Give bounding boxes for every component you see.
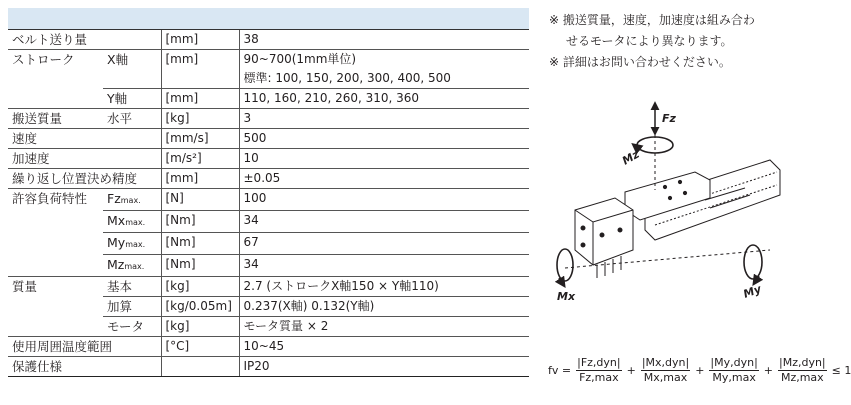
mx-label: Mx: [557, 290, 576, 303]
row-label: 保護仕様: [8, 357, 161, 377]
row-unit: [kg]: [161, 317, 239, 337]
row-value: 2.7 (ストロークX軸150 × Y軸110): [239, 277, 529, 297]
table-row: [8, 317, 529, 337]
table-row: [8, 169, 529, 189]
table-row: [8, 89, 529, 109]
row-label: 加速度: [8, 149, 103, 169]
table-row: [8, 357, 529, 377]
row-unit: [kg]: [161, 277, 239, 297]
table-row: [8, 129, 529, 149]
row-unit: [kg/0.05m]: [161, 297, 239, 317]
table-row: [8, 109, 529, 129]
table-header: [8, 8, 529, 30]
row-label: [8, 233, 103, 255]
mz-rotation-icon: [635, 137, 673, 153]
row-value: 500: [239, 129, 529, 149]
row-label: 搬送質量: [8, 109, 103, 129]
spec-table: [8, 8, 529, 377]
row-label: [8, 297, 103, 317]
row-label: ベルト送り量: [8, 30, 103, 50]
row-unit: [kg]: [161, 109, 239, 129]
row-label: 速度: [8, 129, 103, 149]
table-row: [8, 211, 529, 233]
table-row: [8, 297, 529, 317]
row-sublabel: [103, 129, 161, 149]
row-unit: [mm/s]: [161, 129, 239, 149]
table-row: [8, 30, 529, 50]
row-label: [8, 317, 103, 337]
notes: [549, 10, 755, 73]
formula-plus: +: [626, 364, 636, 377]
row-unit: [Nm]: [161, 211, 239, 233]
my-label: My: [741, 282, 764, 301]
fz-label: Fz: [662, 112, 676, 125]
load-formula: [548, 356, 851, 385]
row-unit: [mm]: [161, 89, 239, 109]
note-line: ※ 詳細はお問い合わせください。: [549, 55, 731, 69]
row-sublabel: 加算: [103, 297, 161, 317]
formula-term: $\frac{\text{|Mx,dyn|}}{Mx,\max}$: [641, 356, 690, 384]
load-axes-diagram: [545, 100, 785, 315]
formula-rhs: ≤ 1: [831, 364, 851, 377]
row-value: 110, 160, 210, 260, 310, 360: [239, 89, 529, 109]
mx-rotation-icon: [557, 249, 573, 284]
row-unit: [°C]: [161, 337, 239, 357]
table-row: [8, 337, 529, 357]
row-sublabel: モータ: [103, 317, 161, 337]
note-line: せるモータにより異なります。: [566, 34, 733, 48]
row-unit: [Nm]: [161, 255, 239, 277]
row-sublabel: [103, 30, 161, 50]
row-unit: [mm]: [161, 169, 239, 189]
table-row: [8, 277, 529, 297]
row-value-line: 標準: 100, 150, 200, 300, 400, 500: [243, 71, 451, 85]
row-unit: [N]: [161, 189, 239, 211]
row-value: 38: [239, 30, 529, 50]
row-value: 3: [239, 109, 529, 129]
row-label: 使用周囲温度範囲: [8, 337, 161, 357]
note-line: ※ 搬送質量，速度，加速度は組み合わ: [549, 13, 755, 27]
row-label: [8, 89, 103, 109]
row-value: 10: [239, 149, 529, 169]
row-unit: [mm]: [161, 30, 239, 50]
row-sublabel: [103, 149, 161, 169]
row-value: 10~45: [239, 337, 529, 357]
table-row: [8, 255, 529, 277]
row-unit: [161, 357, 239, 377]
row-value: モータ質量 × 2: [239, 317, 529, 337]
row-value: [239, 50, 529, 89]
row-value: 67: [239, 233, 529, 255]
row-value-line: 90~700(1mm単位): [243, 52, 357, 66]
row-sublabel: X軸: [103, 50, 161, 89]
table-row: [8, 233, 529, 255]
formula-term: $\frac{\text{|Mz,dyn|}}{Mz,\max}$: [779, 356, 826, 384]
row-unit: [m/s²]: [161, 149, 239, 169]
table-row: [8, 189, 529, 211]
formula-lhs: fv =: [548, 364, 572, 377]
row-sublabel: Y軸: [103, 89, 161, 109]
row-label: 繰り返し位置決め精度: [8, 169, 161, 189]
row-label: 質量: [12, 279, 38, 294]
formula-term: $\frac{\text{|My,dyn|}}{My,\max}$: [710, 356, 758, 384]
row-value: 34: [239, 255, 529, 277]
formula-term: $\frac{\text{|Fz,dyn|}}{Fz,\max}$: [577, 356, 621, 384]
row-sublabel: Mymax.: [103, 233, 161, 255]
formula-plus: +: [695, 364, 705, 377]
row-value: 100: [239, 189, 529, 211]
my-rotation-icon: [744, 245, 762, 282]
formula-plus: +: [763, 364, 773, 377]
row-unit: [mm]: [161, 50, 239, 89]
row-label: ストローク: [12, 52, 75, 67]
mz-label: Mz: [620, 147, 642, 168]
row-label: [8, 255, 103, 277]
row-sublabel: 基本: [103, 277, 161, 297]
table-row: [8, 50, 529, 89]
row-value: 0.237(X軸) 0.132(Y軸): [239, 297, 529, 317]
row-value: ±0.05: [239, 169, 529, 189]
row-unit: [Nm]: [161, 233, 239, 255]
table-row: [8, 149, 529, 169]
row-sublabel: Mxmax.: [103, 211, 161, 233]
row-sublabel: Fzmax.: [103, 189, 161, 211]
row-value: 34: [239, 211, 529, 233]
row-label: [8, 211, 103, 233]
row-value: IP20: [239, 357, 529, 377]
row-label: 許容負荷特性: [12, 191, 88, 206]
row-sublabel: 水平: [103, 109, 161, 129]
row-sublabel: Mzmax.: [103, 255, 161, 277]
